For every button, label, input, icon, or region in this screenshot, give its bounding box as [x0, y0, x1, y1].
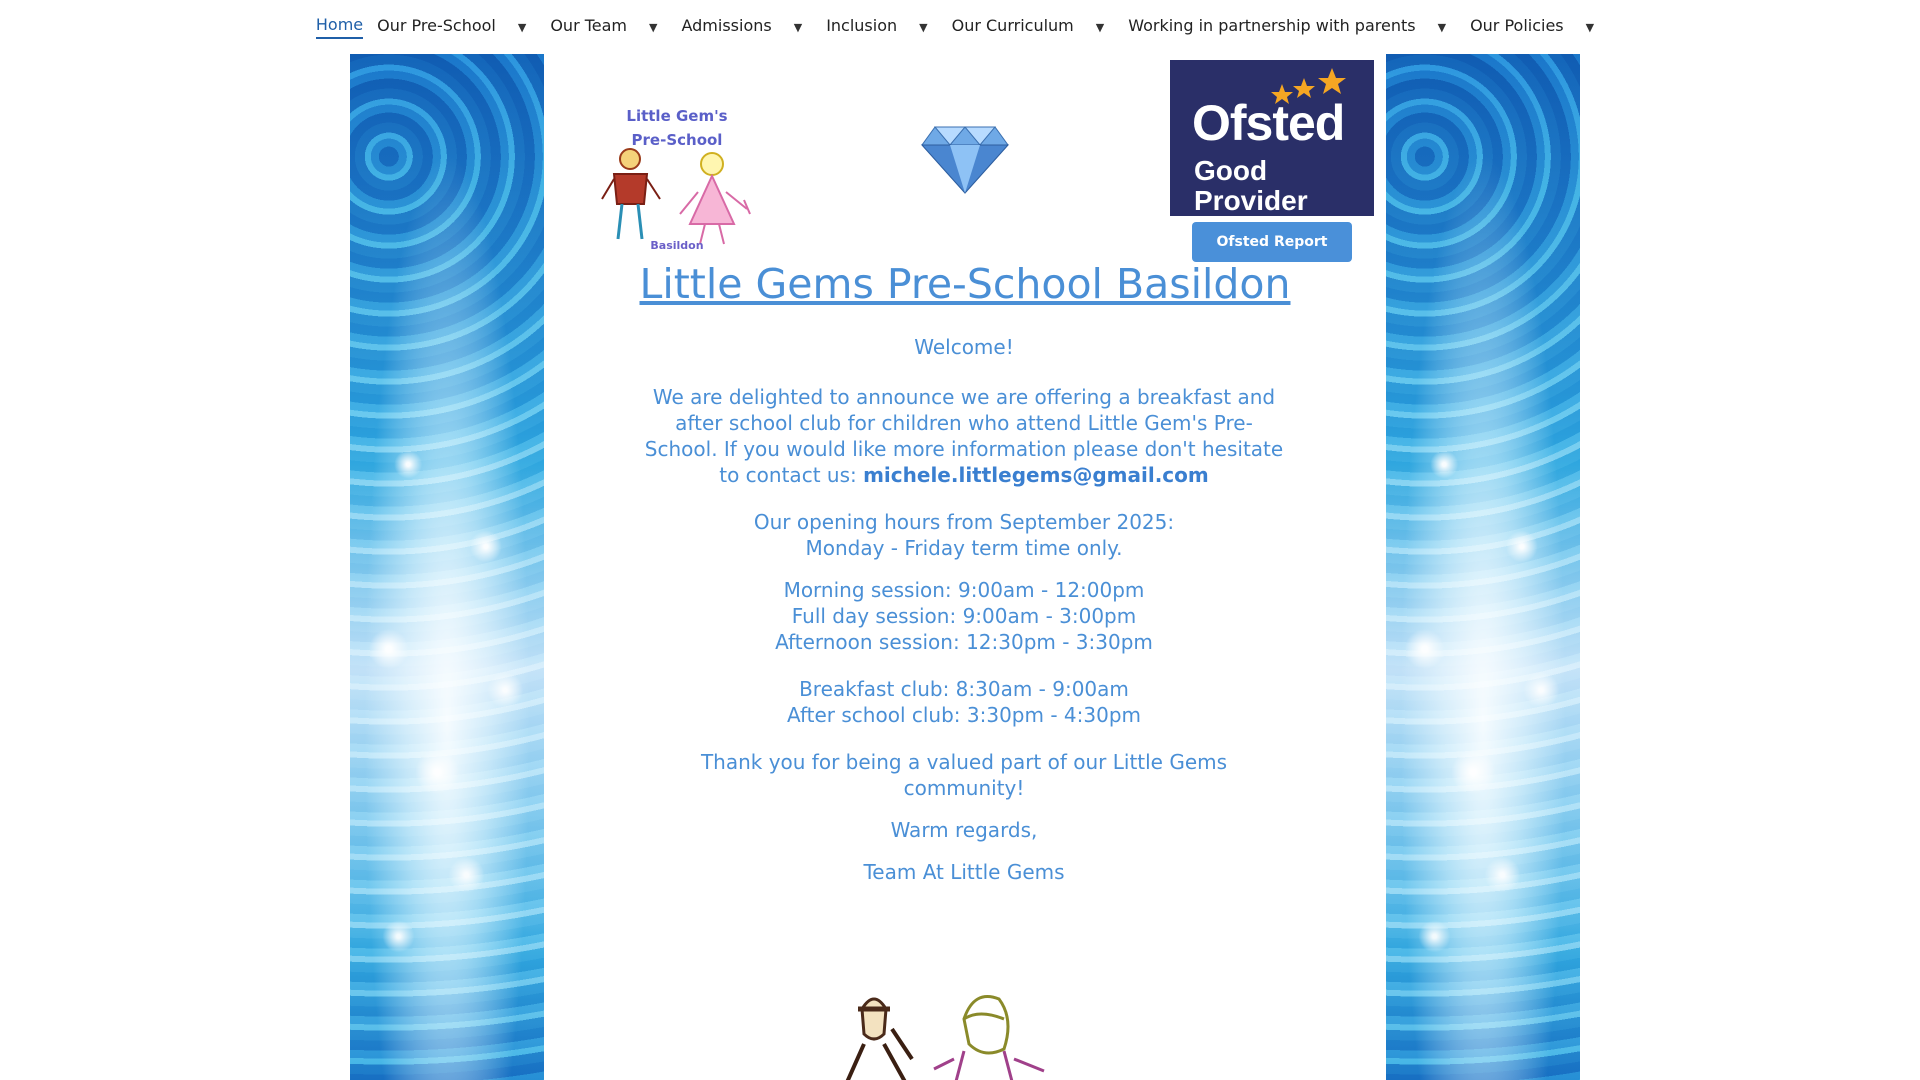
ofsted-report-button[interactable]: Ofsted Report [1192, 222, 1352, 262]
hours-line: Our opening hours from September 2025: [753, 510, 1175, 534]
nav-item-admissions[interactable] [674, 0, 809, 54]
school-logo[interactable] [572, 104, 782, 254]
ofsted-wordmark: Ofsted [1192, 95, 1345, 151]
email-link[interactable]: michele.littlegems@gmail.com [863, 463, 1209, 487]
ofsted-rating-line-1: Good [1194, 155, 1268, 186]
session-line: Full day session: 9:00am - 3:00pm [791, 604, 1137, 628]
caret-down-icon[interactable]: ▼ [517, 20, 527, 34]
session-line: Afternoon session: 12:30pm - 3:30pm [775, 630, 1153, 654]
main-nav [0, 0, 1920, 54]
caret-down-icon[interactable]: ▼ [919, 20, 928, 34]
nav-item-working-in-partnership-with-parents[interactable] [1121, 0, 1453, 54]
thanks-line: Thank you for being a valued part of our Little Gems community! [700, 750, 1228, 800]
caret-down-icon[interactable]: ▼ [1095, 20, 1105, 34]
main-content [544, 54, 1386, 1080]
nav-item-label: Inclusion [826, 16, 898, 35]
caret-down-icon[interactable]: ▼ [793, 20, 803, 34]
announce-line: We are delighted to announce we are offering a breakfast and [652, 385, 1276, 409]
nav-item-label: Our Policies [1470, 16, 1564, 35]
club-line: Breakfast club: 8:30am - 9:00am [799, 677, 1129, 701]
session-line: Morning session: 9:00am - 12:00pm [783, 578, 1145, 602]
welcome-heading: Welcome! [914, 335, 1014, 359]
page-title[interactable]: Little Gems Pre-School Basildon [639, 260, 1291, 308]
announce-line [644, 462, 1284, 488]
nav-item-inclusion[interactable] [819, 0, 934, 54]
welcome-text [644, 334, 1284, 885]
nav-item-label: Admissions [681, 16, 772, 35]
announce-line: after school club for children who attend Little Gem's Pre- [675, 411, 1253, 435]
nav-item-our-pre-school[interactable] [370, 0, 533, 54]
nav-item-label: Working in partnership with parents [1128, 16, 1416, 35]
left-sparkle-panel [350, 54, 544, 1080]
logo-title: Little Gem's Pre-School [626, 107, 728, 149]
nav-item-label: Home [316, 15, 363, 39]
club-line: After school club: 3:30pm - 4:30pm [787, 703, 1141, 727]
nav-item-label: Our Team [550, 16, 628, 35]
nav-item-our-curriculum[interactable] [945, 0, 1112, 54]
caret-down-icon[interactable]: ▼ [1437, 20, 1447, 34]
diamond-icon [920, 117, 1010, 197]
contact-label: to contact us: [719, 463, 857, 487]
ofsted-rating [1194, 156, 1308, 216]
ofsted-rating-line-2: Provider [1194, 185, 1308, 216]
regards-line: Warm regards, [890, 818, 1038, 842]
hours-line: Monday - Friday term time only. [805, 536, 1123, 560]
nav-item-our-team[interactable] [543, 0, 664, 54]
nav-item-home[interactable] [309, 0, 370, 54]
ofsted-badge [1170, 60, 1374, 216]
children-drawing-icon [814, 989, 1114, 1080]
nav-items [309, 0, 1611, 54]
nav-item-our-policies[interactable] [1463, 0, 1601, 54]
nav-item-label: Our Pre-School [377, 16, 496, 35]
logo-subtitle: Basildon [650, 239, 704, 252]
right-sparkle-panel [1386, 54, 1580, 1080]
nav-item-label: Our Curriculum [951, 16, 1074, 35]
team-signature: Team At Little Gems [863, 860, 1065, 884]
announce-line: School. If you would like more information please don't hesitate [644, 437, 1284, 461]
caret-down-icon[interactable]: ▼ [649, 20, 658, 34]
caret-down-icon[interactable]: ▼ [1585, 20, 1595, 34]
